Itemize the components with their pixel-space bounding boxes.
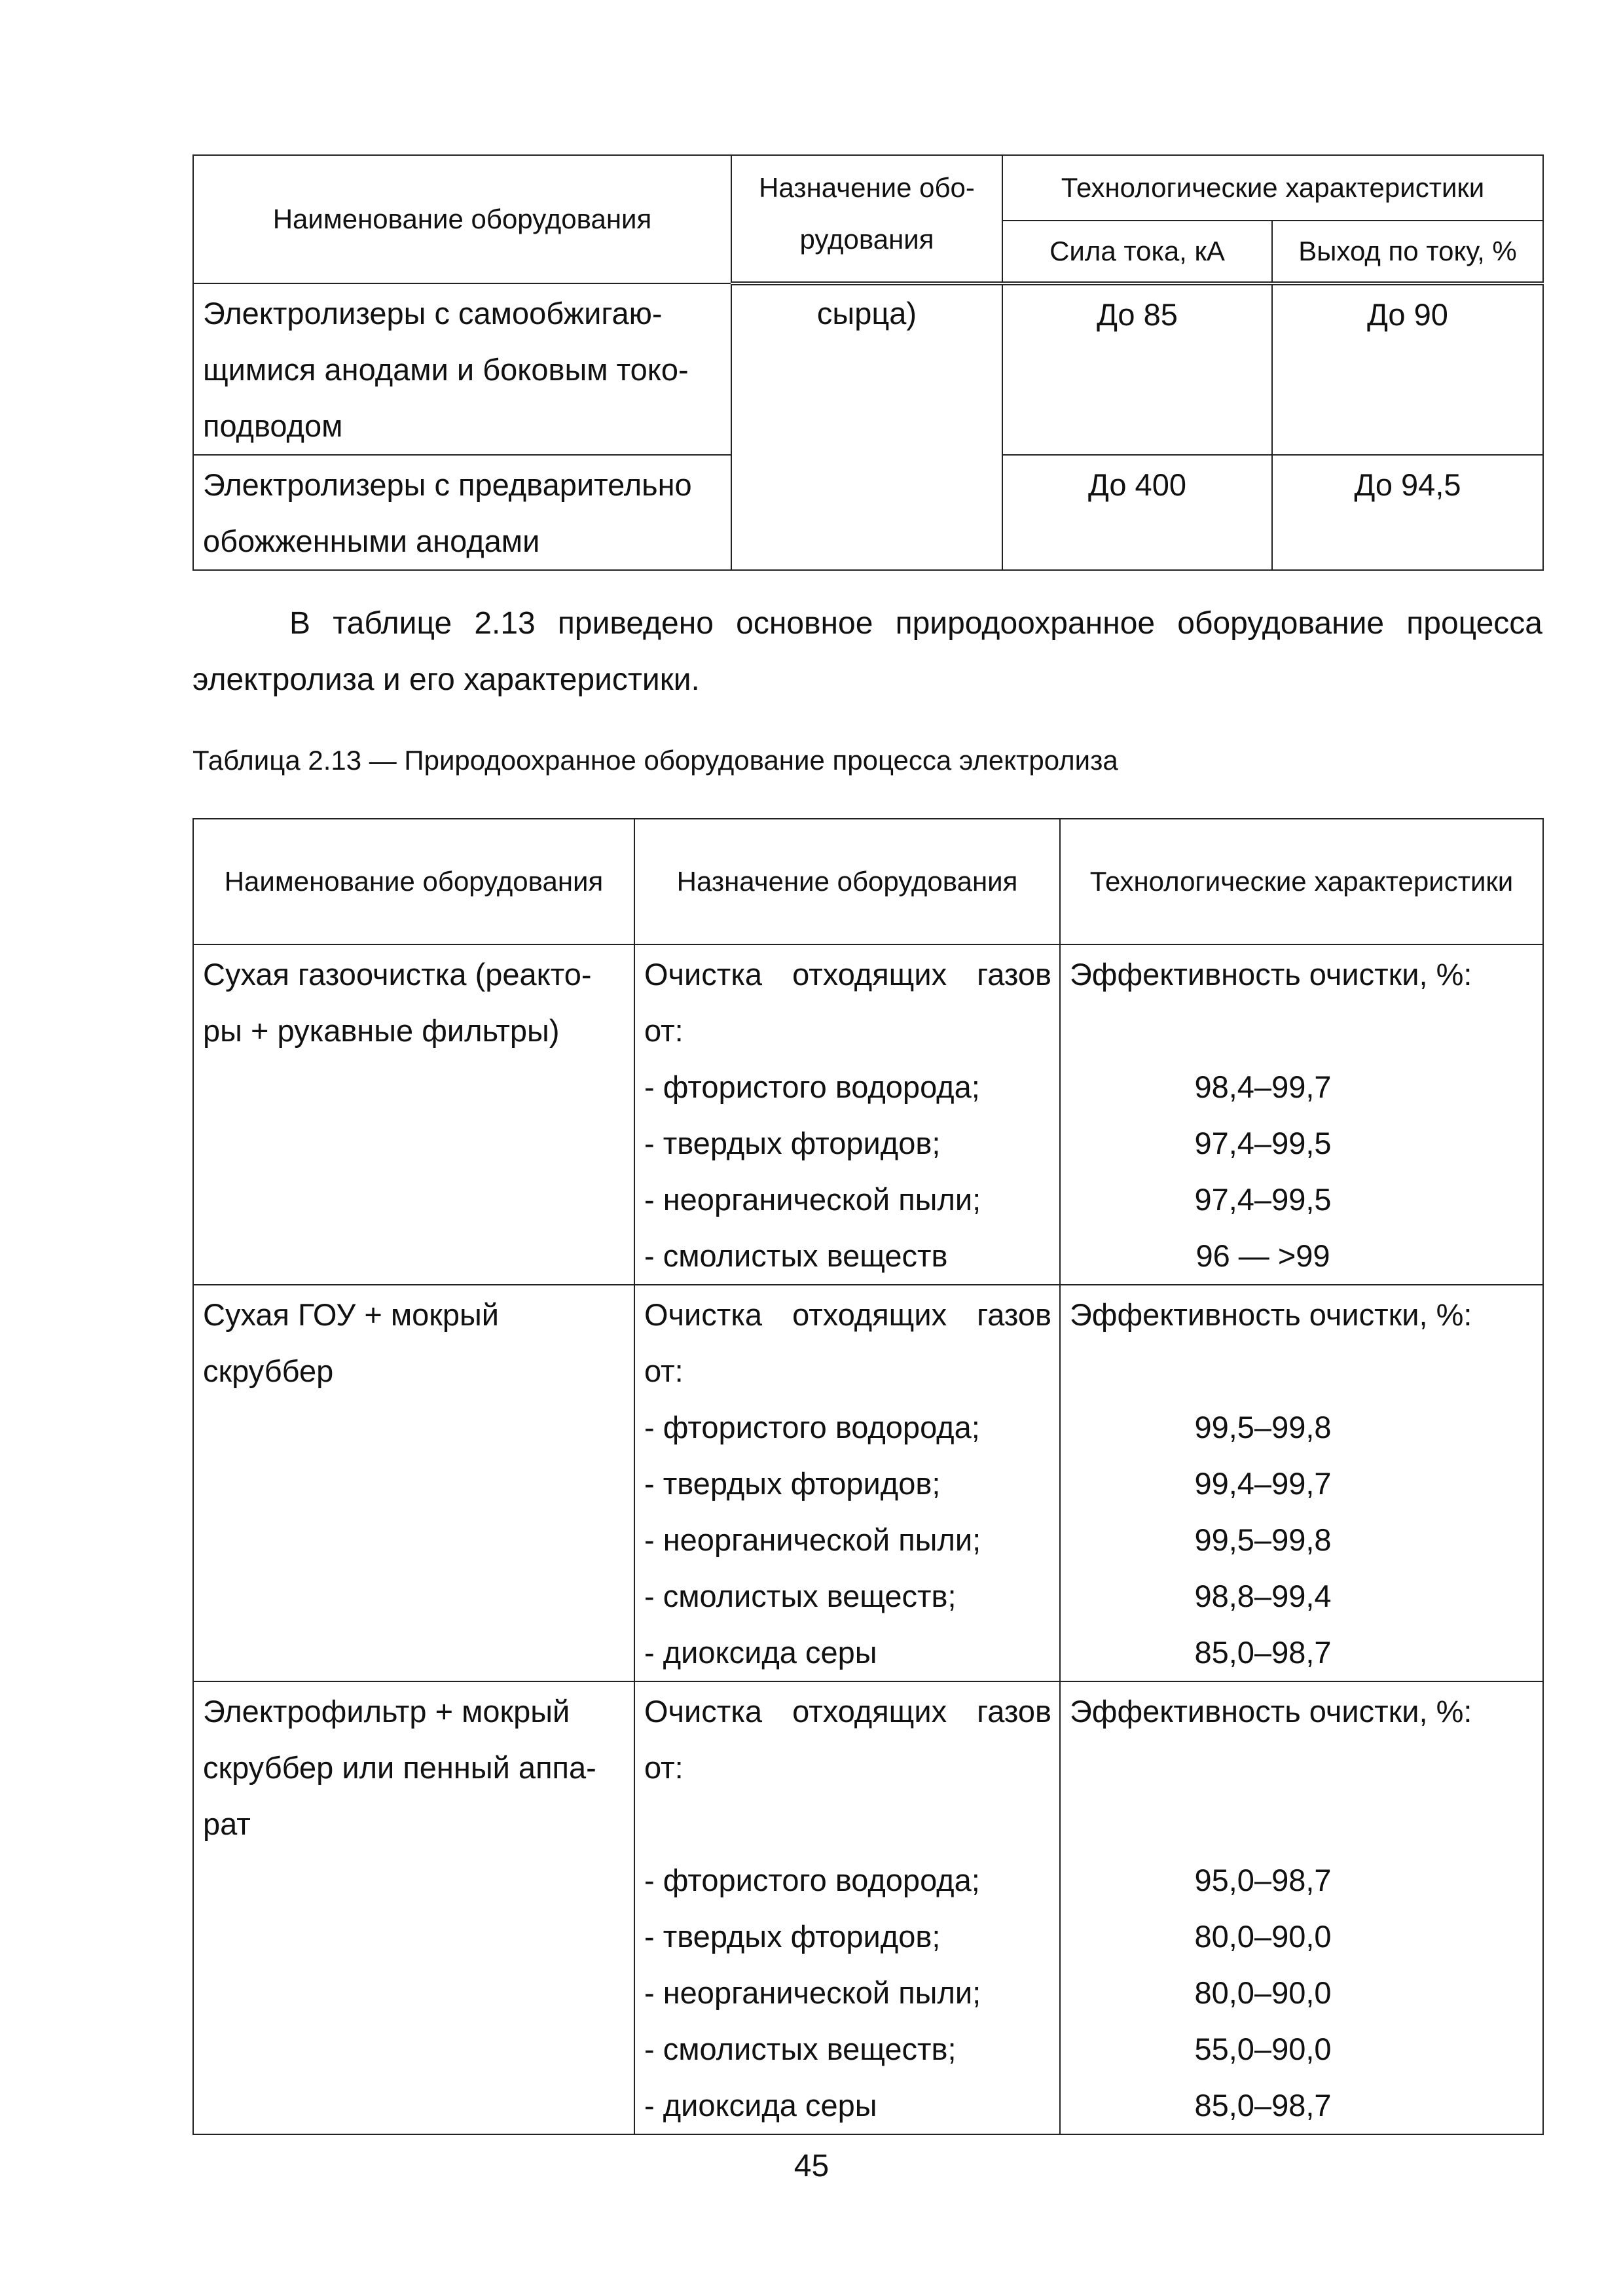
efficiency-value: 80,0–90,0 (1194, 1919, 1332, 1954)
pollutant-label: - смолистых веществ (644, 1238, 948, 1273)
name-line: ры + рукавные фильтры) (203, 1013, 560, 1048)
efficiency-value: 99,5–99,8 (1194, 1522, 1332, 1557)
pollutant-label: - диоксида серы (644, 2088, 877, 2123)
efficiency-value: 96 — >99 (1195, 1238, 1330, 1273)
efficiency-value: 55,0–90,0 (1194, 2032, 1332, 2066)
pollutant-label: - смолистых веществ; (644, 2032, 957, 2066)
efficiency-value: 98,8–99,4 (1194, 1579, 1332, 1613)
pollutant-label: - твердых фторидов; (644, 1466, 941, 1501)
header-yield: Выход по току, % (1272, 221, 1543, 283)
pollutant-label: - твердых фторидов; (644, 1126, 941, 1160)
purpose-cont-text: сырца) (816, 296, 917, 331)
purpose-intro: Очистка отходящих газов (644, 1297, 1051, 1332)
tech-title: Эффективность очистки, %: (1070, 1694, 1472, 1729)
paragraph-line2: электролиза и его характеристики. (192, 662, 700, 697)
header-name: Наименование оборудования (193, 155, 731, 283)
purpose-from: от: (644, 1750, 684, 1785)
t2-row3-name (193, 1681, 634, 2134)
t2-header-tech: Технологические характеристики (1060, 819, 1543, 944)
purpose-intro: Очистка отходящих газов (644, 957, 1051, 992)
environmental-equipment-table (192, 818, 1544, 2135)
t2-row2-name (193, 1285, 634, 1681)
pollutant-label: - фтористого водорода; (644, 1410, 980, 1444)
efficiency-value: 98,4–99,7 (1194, 1069, 1332, 1104)
t2-row1-purpose (634, 944, 1060, 1285)
table-caption: Таблица 2.13 — Природоохранное оборудование процесса электролиза (192, 745, 1118, 776)
name-line: Сухая газоочистка (реакто- (203, 957, 592, 992)
table1-row1-name (193, 283, 731, 455)
table-row (193, 944, 1543, 1285)
purpose-from: от: (644, 1354, 684, 1388)
body-paragraph (192, 596, 1542, 708)
pollutant-label: - твердых фторидов; (644, 1919, 941, 1954)
pollutant-label: - неорганической пыли; (644, 1975, 981, 2010)
tech-title: Эффективность очистки, %: (1070, 1297, 1472, 1332)
name-line: Сухая ГОУ + мокрый (203, 1297, 500, 1332)
t2-row3-tech (1060, 1681, 1543, 2134)
table1-row2-yield: До 94,5 (1272, 455, 1543, 570)
purpose-from: от: (644, 1013, 684, 1048)
efficiency-value: 80,0–90,0 (1194, 1975, 1332, 2010)
name-line: щимися анодами и боковым токо- (203, 352, 689, 387)
efficiency-value: 97,4–99,5 (1194, 1182, 1332, 1217)
purpose-intro: Очистка отходящих газов (644, 1694, 1051, 1729)
name-line: обожженными анодами (203, 524, 540, 558)
pollutant-label: - неорганической пыли; (644, 1182, 981, 1217)
table1-row1-yield: До 90 (1272, 283, 1543, 455)
t2-row2-purpose (634, 1285, 1060, 1681)
t2-row1-name (193, 944, 634, 1285)
t2-header-purpose: Назначение оборудования (634, 819, 1060, 944)
header-purpose-line2: рудования (799, 224, 934, 255)
t2-row2-tech (1060, 1285, 1543, 1681)
table-row (193, 1285, 1543, 1681)
header-purpose (731, 155, 1002, 283)
equipment-table-continued (192, 154, 1544, 571)
header-tech: Технологические характеристики (1002, 155, 1543, 221)
name-line: рат (203, 1806, 251, 1841)
efficiency-value: 99,5–99,8 (1194, 1410, 1332, 1444)
tech-title: Эффективность очистки, %: (1070, 957, 1472, 992)
name-line: скруббер или пенный аппа- (203, 1750, 596, 1785)
pollutant-label: - смолистых веществ; (644, 1579, 957, 1613)
efficiency-value: 99,4–99,7 (1194, 1466, 1332, 1501)
efficiency-value: 85,0–98,7 (1194, 1635, 1332, 1670)
paragraph-line1: В таблице 2.13 приведено основное природоохранное оборудование процесса (289, 606, 1542, 641)
table1-row2-current: До 400 (1002, 455, 1272, 570)
t2-header-name: Наименование оборудования (193, 819, 634, 944)
header-purpose-line1: Назначение обо- (759, 172, 975, 203)
pollutant-label: - фтористого водорода; (644, 1069, 980, 1104)
efficiency-value: 97,4–99,5 (1194, 1126, 1332, 1160)
name-line: Электролизеры с самообжигаю- (203, 296, 663, 331)
table-row (193, 1681, 1543, 2134)
name-line: скруббер (203, 1354, 334, 1388)
name-line: Электролизеры с предварительно (203, 467, 692, 502)
name-line: подводом (203, 408, 343, 443)
table1-purpose-cont (731, 283, 1002, 570)
table1-row1-current: До 85 (1002, 283, 1272, 455)
name-line: Электрофильтр + мокрый (203, 1694, 570, 1729)
t2-row1-tech (1060, 944, 1543, 1285)
header-current: Сила тока, кА (1002, 221, 1272, 283)
table1-row2-name (193, 455, 731, 570)
t2-row3-purpose (634, 1681, 1060, 2134)
pollutant-label: - неорганической пыли; (644, 1522, 981, 1557)
page-number: 45 (793, 2149, 830, 2183)
pollutant-label: - диоксида серы (644, 1635, 877, 1670)
efficiency-value: 85,0–98,7 (1194, 2088, 1332, 2123)
pollutant-label: - фтористого водорода; (644, 1863, 980, 1897)
efficiency-value: 95,0–98,7 (1194, 1863, 1332, 1897)
